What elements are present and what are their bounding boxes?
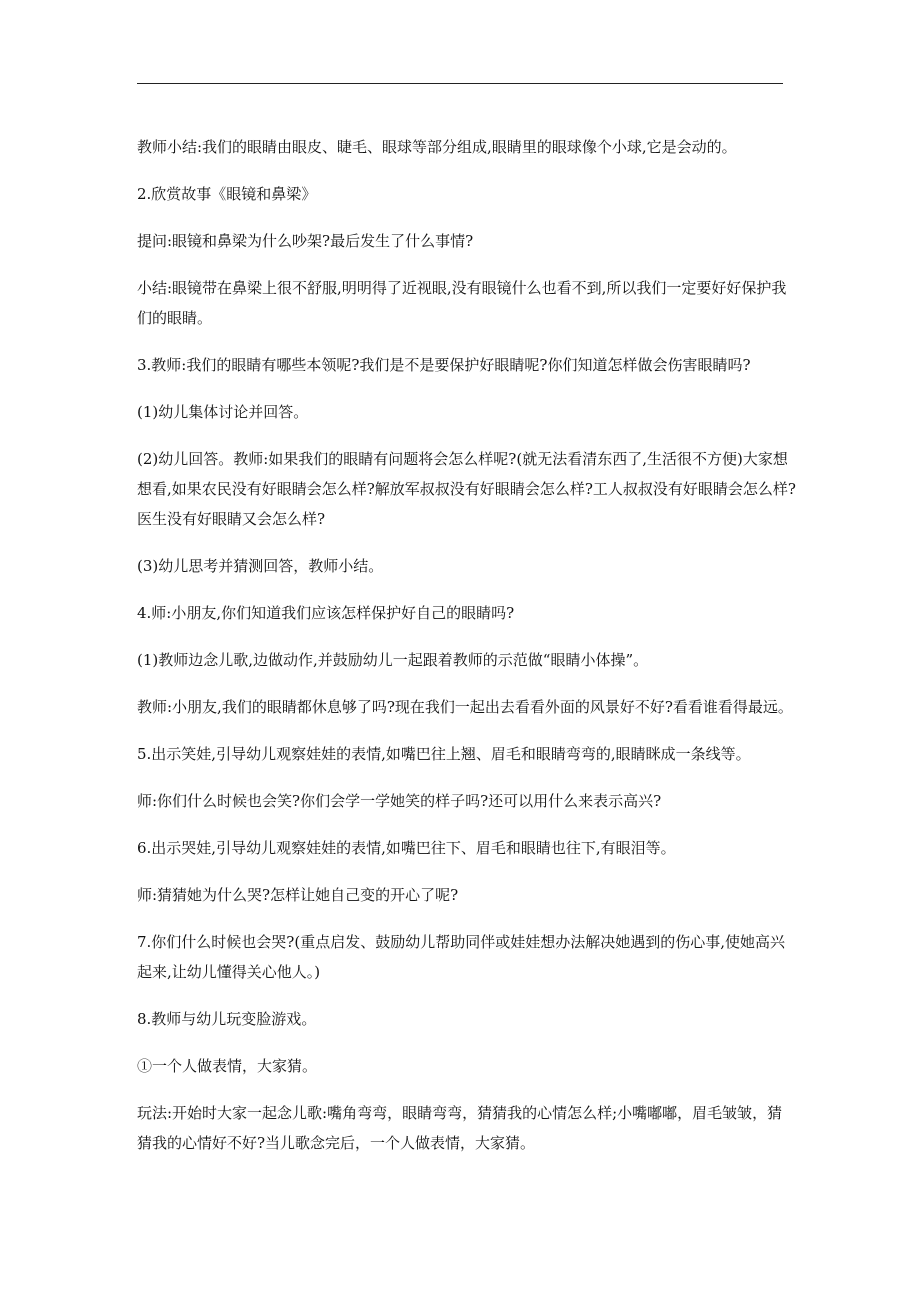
paragraph-step-2-story: 2.欣赏故事《眼镜和鼻梁》 <box>137 185 317 203</box>
header-divider-line <box>137 83 783 84</box>
paragraph-teacher-laugh: 师:你们什么时候也会笑?你们会学一学她笑的样子吗?还可以用什么来表示高兴? <box>137 792 662 810</box>
paragraph-step-4: 4.师:小朋友,你们知道我们应该怎样保护好自己的眼睛吗? <box>137 604 515 622</box>
paragraph-step-8: 8.教师与幼儿玩变脸游戏。 <box>137 1010 317 1028</box>
paragraph-3-2: (2)幼儿回答。教师:如果我们的眼睛有问题将会怎么样呢?(就无法看清东西了,生活很不方便)大家想想看,如果农民没有好眼睛会怎么样?解放军叔叔没有好眼睛会怎么样?工人叔叔没有好眼睛会怎么样?医生没有好眼睛又会怎么样? <box>137 450 796 528</box>
paragraph-step-7: 7.你们什么时候也会哭?(重点启发、鼓励幼儿帮助同伴或娃娃想办法解决她遇到的伤心事,使她高兴起来,让幼儿懂得关心他人。) <box>137 933 785 981</box>
paragraph-3-1: (1)幼儿集体讨论并回答。 <box>137 403 309 421</box>
document-body <box>137 132 797 1175</box>
paragraph-4-1: (1)教师边念儿歌,边做动作,并鼓励幼儿一起跟着教师的示范做“眼睛小体操”。 <box>137 651 649 669</box>
paragraph-teacher-outside: 教师:小朋友,我们的眼睛都休息够了吗?现在我们一起出去看看外面的风景好不好?看看谁看得最远。 <box>137 698 793 716</box>
paragraph-step-6: 6.出示哭娃,引导幼儿观察娃娃的表情,如嘴巴往下、眉毛和眼睛也往下,有眼泪等。 <box>137 839 676 857</box>
paragraph-question: 提问:眼镜和鼻梁为什么吵架?最后发生了什么事情? <box>137 232 474 250</box>
paragraph-teacher-summary-eyes: 教师小结:我们的眼睛由眼皮、睫毛、眼球等部分组成,眼睛里的眼球像个小球,它是会动的。 <box>137 138 737 156</box>
paragraph-teacher-cry: 师:猜猜她为什么哭?怎样让她自己变的开心了呢? <box>137 886 459 904</box>
paragraph-game-rules: 玩法:开始时大家一起念儿歌:嘴角弯弯，眼睛弯弯，猜猜我的心情怎么样;小嘴嘟嘟，眉毛皱皱，猜猜我的心情好不好?当儿歌念完后，一个人做表情，大家猜。 <box>137 1104 783 1152</box>
paragraph-step-3: 3.教师:我们的眼睛有哪些本领呢?我们是不是要保护好眼睛呢?你们知道怎样做会伤害眼睛吗? <box>137 356 751 374</box>
paragraph-summary-glasses: 小结:眼镜带在鼻梁上很不舒服,明明得了近视眼,没有眼镜什么也看不到,所以我们一定要好好保护我们的眼睛。 <box>137 279 787 327</box>
paragraph-8-1: ①一个人做表情，大家猜。 <box>137 1057 318 1075</box>
paragraph-3-3: (3)幼儿思考并猜测回答，教师小结。 <box>137 557 384 575</box>
paragraph-step-5: 5.出示笑娃,引导幼儿观察娃娃的表情,如嘴巴往上翘、眉毛和眼睛弯弯的,眼睛眯成一条线等。 <box>137 745 751 763</box>
